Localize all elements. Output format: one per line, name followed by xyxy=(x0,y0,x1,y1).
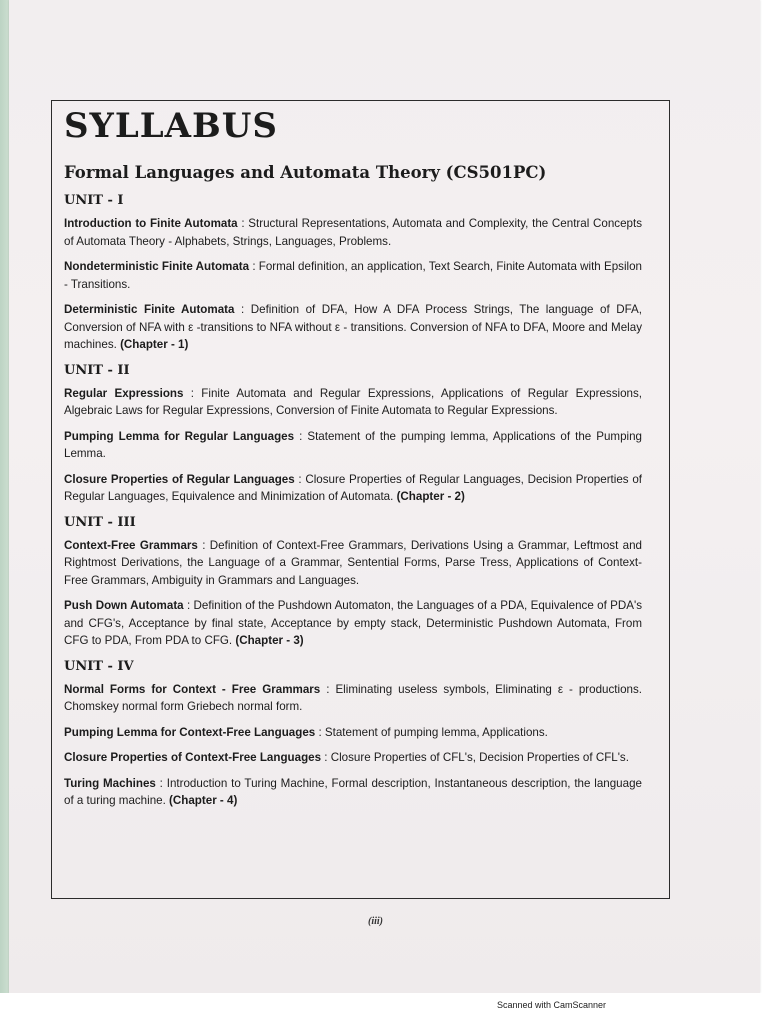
syllabus-content xyxy=(64,104,642,818)
topic-text: : Structural Representations, Automata and Complexity, the Central Concepts of Automata Theory - Alphabets, Strings, Languages, Problems. xyxy=(64,217,642,248)
topic-heading: Closure Properties of Context-Free Languages xyxy=(64,751,322,764)
topic-paragraph xyxy=(64,471,642,506)
scanner-watermark: Scanned with CamScanner xyxy=(497,1000,607,1010)
topic-text: : Definition of DFA, How A DFA Process Strings, The language of DFA, Conversion of NFA with ε -transitions to NFA without ε - transitions. Conversion of NFA to DFA, Moore and Melay machines. xyxy=(64,303,642,351)
topic-paragraph xyxy=(64,258,642,293)
page-bottom-margin xyxy=(0,993,768,1024)
topic-text: : Statement of the pumping lemma, Applications of the Pumping Lemma. xyxy=(64,429,642,460)
topic-heading: Nondeterministic Finite Automata xyxy=(64,260,250,273)
topic-heading: Context-Free Grammars xyxy=(64,538,198,552)
chapter-reference: (Chapter - 4) xyxy=(169,794,238,807)
topic-paragraph xyxy=(64,428,642,463)
topic-paragraph xyxy=(64,301,642,354)
chapter-reference: (Chapter - 3) xyxy=(235,634,304,647)
unit-section-1 xyxy=(64,192,642,354)
topic-text: : Formal definition, an application, Text Search, Finite Automata with Epsilon - Transitions. xyxy=(64,260,642,291)
topic-heading: Turing Machines xyxy=(64,776,156,790)
topic-heading: Pumping Lemma for Regular Languages xyxy=(64,429,295,443)
topic-heading: Pumping Lemma for Context-Free Languages xyxy=(64,725,316,739)
topic-heading: Deterministic Finite Automata xyxy=(64,303,235,316)
topic-paragraph xyxy=(64,724,642,742)
topic-text: : Introduction to Turing Machine, Formal description, Instantaneous description, the language of a turing machine. xyxy=(64,776,642,807)
course-title: Formal Languages and Automata Theory (CS501PC) xyxy=(64,163,547,182)
topic-heading: Push Down Automata xyxy=(64,599,184,612)
topic-text: : Closure Properties of Regular Languages, Decision Properties of Regular Languages, Equivalence and Minimization of Automata. xyxy=(64,472,642,503)
topic-paragraph xyxy=(64,537,642,590)
chapter-reference: (Chapter - 1) xyxy=(120,338,189,351)
topic-paragraph xyxy=(64,775,642,810)
topic-text: : Statement of pumping lemma, Applications. xyxy=(315,725,548,739)
unit-heading: UNIT - II xyxy=(64,362,130,378)
unit-heading: UNIT - IV xyxy=(64,658,134,674)
unit-section-2 xyxy=(64,362,642,506)
topic-text: : Eliminating useless symbols, Eliminating ε - productions. Chomskey normal form Griebech normal form. xyxy=(64,682,642,713)
page-title: SYLLABUS xyxy=(64,106,278,146)
topic-heading: Introduction to Finite Automata xyxy=(64,217,238,230)
topic-paragraph xyxy=(64,597,642,650)
topic-paragraph xyxy=(64,681,642,716)
page-number: (iii) xyxy=(368,916,383,927)
topic-text: : Finite Automata and Regular Expressions, Applications of Regular Expressions, Algebraic Laws for Regular Expressions, Conversion of Finite Automata to Regular Expressions. xyxy=(64,386,642,417)
topic-text: : Definition of Context-Free Grammars, Derivations Using a Grammar, Leftmost and Rightmost Derivations, the Language of a Grammar, Sentential Forms, Parse Tress, Applications of Context-Free Grammars, Ambiguity in Grammars and Languages. xyxy=(64,538,642,587)
topic-heading: Closure Properties of Regular Languages xyxy=(64,472,295,486)
unit-heading: UNIT - III xyxy=(64,514,136,530)
chapter-reference: (Chapter - 2) xyxy=(396,490,465,503)
topic-text: : Definition of the Pushdown Automaton, the Languages of a PDA, Equivalence of PDA's and CFG's, Acceptance by final state, Acceptance by empty stack, Deterministic Pushdown Automata, From CFG to PDA, From PDA to CFG. xyxy=(64,599,643,647)
topic-heading: Normal Forms for Context - Free Grammars xyxy=(64,682,321,696)
topic-paragraph xyxy=(64,385,642,420)
topic-text: : Closure Properties of CFL's, Decision Properties of CFL's. xyxy=(321,751,629,764)
topic-paragraph xyxy=(64,749,642,767)
unit-section-4 xyxy=(64,658,642,810)
unit-heading: UNIT - I xyxy=(64,193,124,208)
topic-paragraph xyxy=(64,215,642,250)
unit-section-3 xyxy=(64,514,642,650)
topic-heading: Regular Expressions xyxy=(64,386,184,400)
